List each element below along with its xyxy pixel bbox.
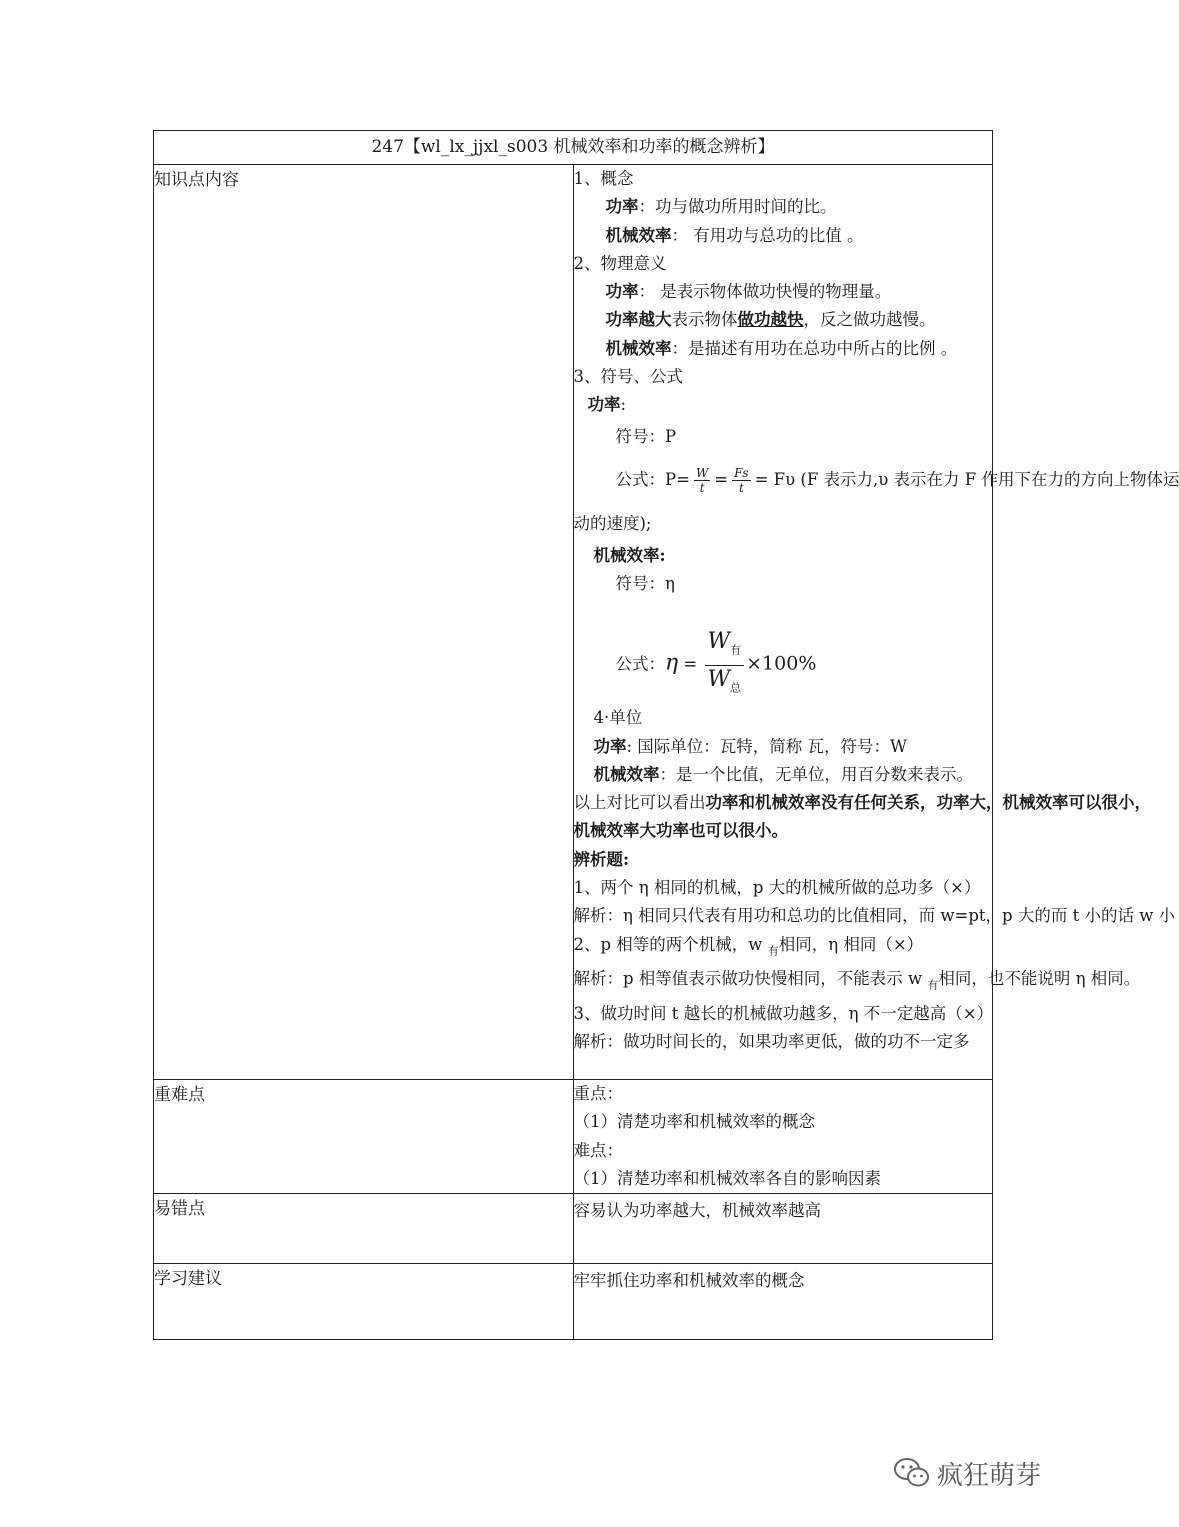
wechat-icon <box>893 1456 931 1490</box>
power-heading: 功率: <box>587 395 627 415</box>
power-formula-cont: 动的速度); <box>573 513 652 533</box>
power-bigger-faster: 功率越大表示物体做功越快，反之做功越慢。 <box>605 310 936 330</box>
section-meaning: 2、物理意义 <box>573 253 667 273</box>
power-formula: 公式：P= $\frac{W}{t}$ = $\frac{Fs}{t}$ = Fυ (F 表示力,υ 表示在力 F 作用下在力的方向上物体运 <box>615 465 1179 495</box>
label-knowledge: 知识点内容 <box>154 165 574 1080</box>
comparison-line-2: 机械效率大功率也可以很小。 <box>573 821 788 841</box>
watermark <box>893 1453 1041 1493</box>
unit-power: 功率: 国际单位：瓦特，简称 瓦，符号：W <box>593 736 908 756</box>
fraction-fs-over-t: $\frac{Fs}{t}$ <box>734 465 749 495</box>
power-symbol: 符号：P <box>615 426 677 446</box>
fraction-useful-over-total: $\frac{W_有}{W_总}$ <box>705 628 745 702</box>
quiz-a2: 解析：p 相等值表示做功快慢相同，不能表示 w $_有$相同，也不能说明 η 相同。 <box>573 969 1141 992</box>
mistake-1: 容易认为功率越大，机械效率越高 <box>573 1201 821 1221</box>
key-points-content <box>573 1080 993 1194</box>
section-symbols: 3、符号、公式 <box>573 367 683 387</box>
fraction-w-over-t: $\frac{W}{t}$ <box>695 465 709 495</box>
watermark-text: 疯狂萌芽 <box>937 1460 1042 1491</box>
efficiency-heading: 机械效率: <box>593 545 666 565</box>
efficiency-formula: 公式：η = $\frac{W_有}{W_总}$ ×100% <box>574 628 993 690</box>
efficiency-definition: 机械效率： 有用功与总功的比值 。 <box>605 225 864 245</box>
label-key-points: 重难点 <box>154 1080 574 1194</box>
quiz-q2: 2、p 相等的两个机械，w $_有$相同，η 相同（×） <box>573 934 924 957</box>
advice-content <box>573 1264 993 1340</box>
knowledge-table <box>153 130 1179 1340</box>
difficulty-label: 难点： <box>573 1140 623 1160</box>
knowledge-content <box>573 165 1179 1080</box>
power-definition: 功率：功与做功所用时间的比。 <box>605 197 837 217</box>
mistakes-content <box>573 1194 993 1264</box>
section-unit: 4·单位 <box>593 708 643 728</box>
unit-efficiency: 机械效率：是一个比值，无单位，用百分数来表示。 <box>593 764 973 784</box>
comparison-line-1: 以上对比可以看出功率和机械效率没有任何关系，功率大，机械效率可以很小， <box>573 793 1151 813</box>
section-concept: 1、概念 <box>573 169 634 188</box>
label-advice: 学习建议 <box>154 1264 574 1340</box>
difficulty-1: （1）清楚功率和机械效率各自的影响因素 <box>573 1168 881 1188</box>
power-meaning: 功率： 是表示物体做功快慢的物理量。 <box>605 282 892 302</box>
quiz-a3: 解析：做功时间长的，如果功率更低，做的功不一定多 <box>573 1032 970 1052</box>
quiz-heading: 辨析题: <box>573 849 630 869</box>
quiz-a1: 解析：η 相同只代表有用功和总功的比值相同，而 w=pt，p 大的而 t 小的话 w 小 <box>573 906 1176 926</box>
quiz-q1: 1、两个 η 相同的机械，p 大的机械所做的总功多（×） <box>573 878 981 898</box>
advice-1: 牢牢抓住功率和机械效率的概念 <box>573 1271 805 1291</box>
table-title: 247【wl_lx_jjxl_s003 机械效率和功率的概念辨析】 <box>154 131 993 165</box>
key-point-label: 重点： <box>573 1084 623 1103</box>
quiz-q3: 3、做功时间 t 越长的机械做功越多，η 不一定越高（×） <box>573 1003 994 1023</box>
key-point-1: （1）清楚功率和机械效率的概念 <box>573 1112 815 1132</box>
efficiency-symbol: 符号：η <box>615 573 675 593</box>
efficiency-meaning: 机械效率：是描述有用功在总功中所占的比例 。 <box>605 338 958 358</box>
label-mistakes: 易错点 <box>154 1194 574 1264</box>
